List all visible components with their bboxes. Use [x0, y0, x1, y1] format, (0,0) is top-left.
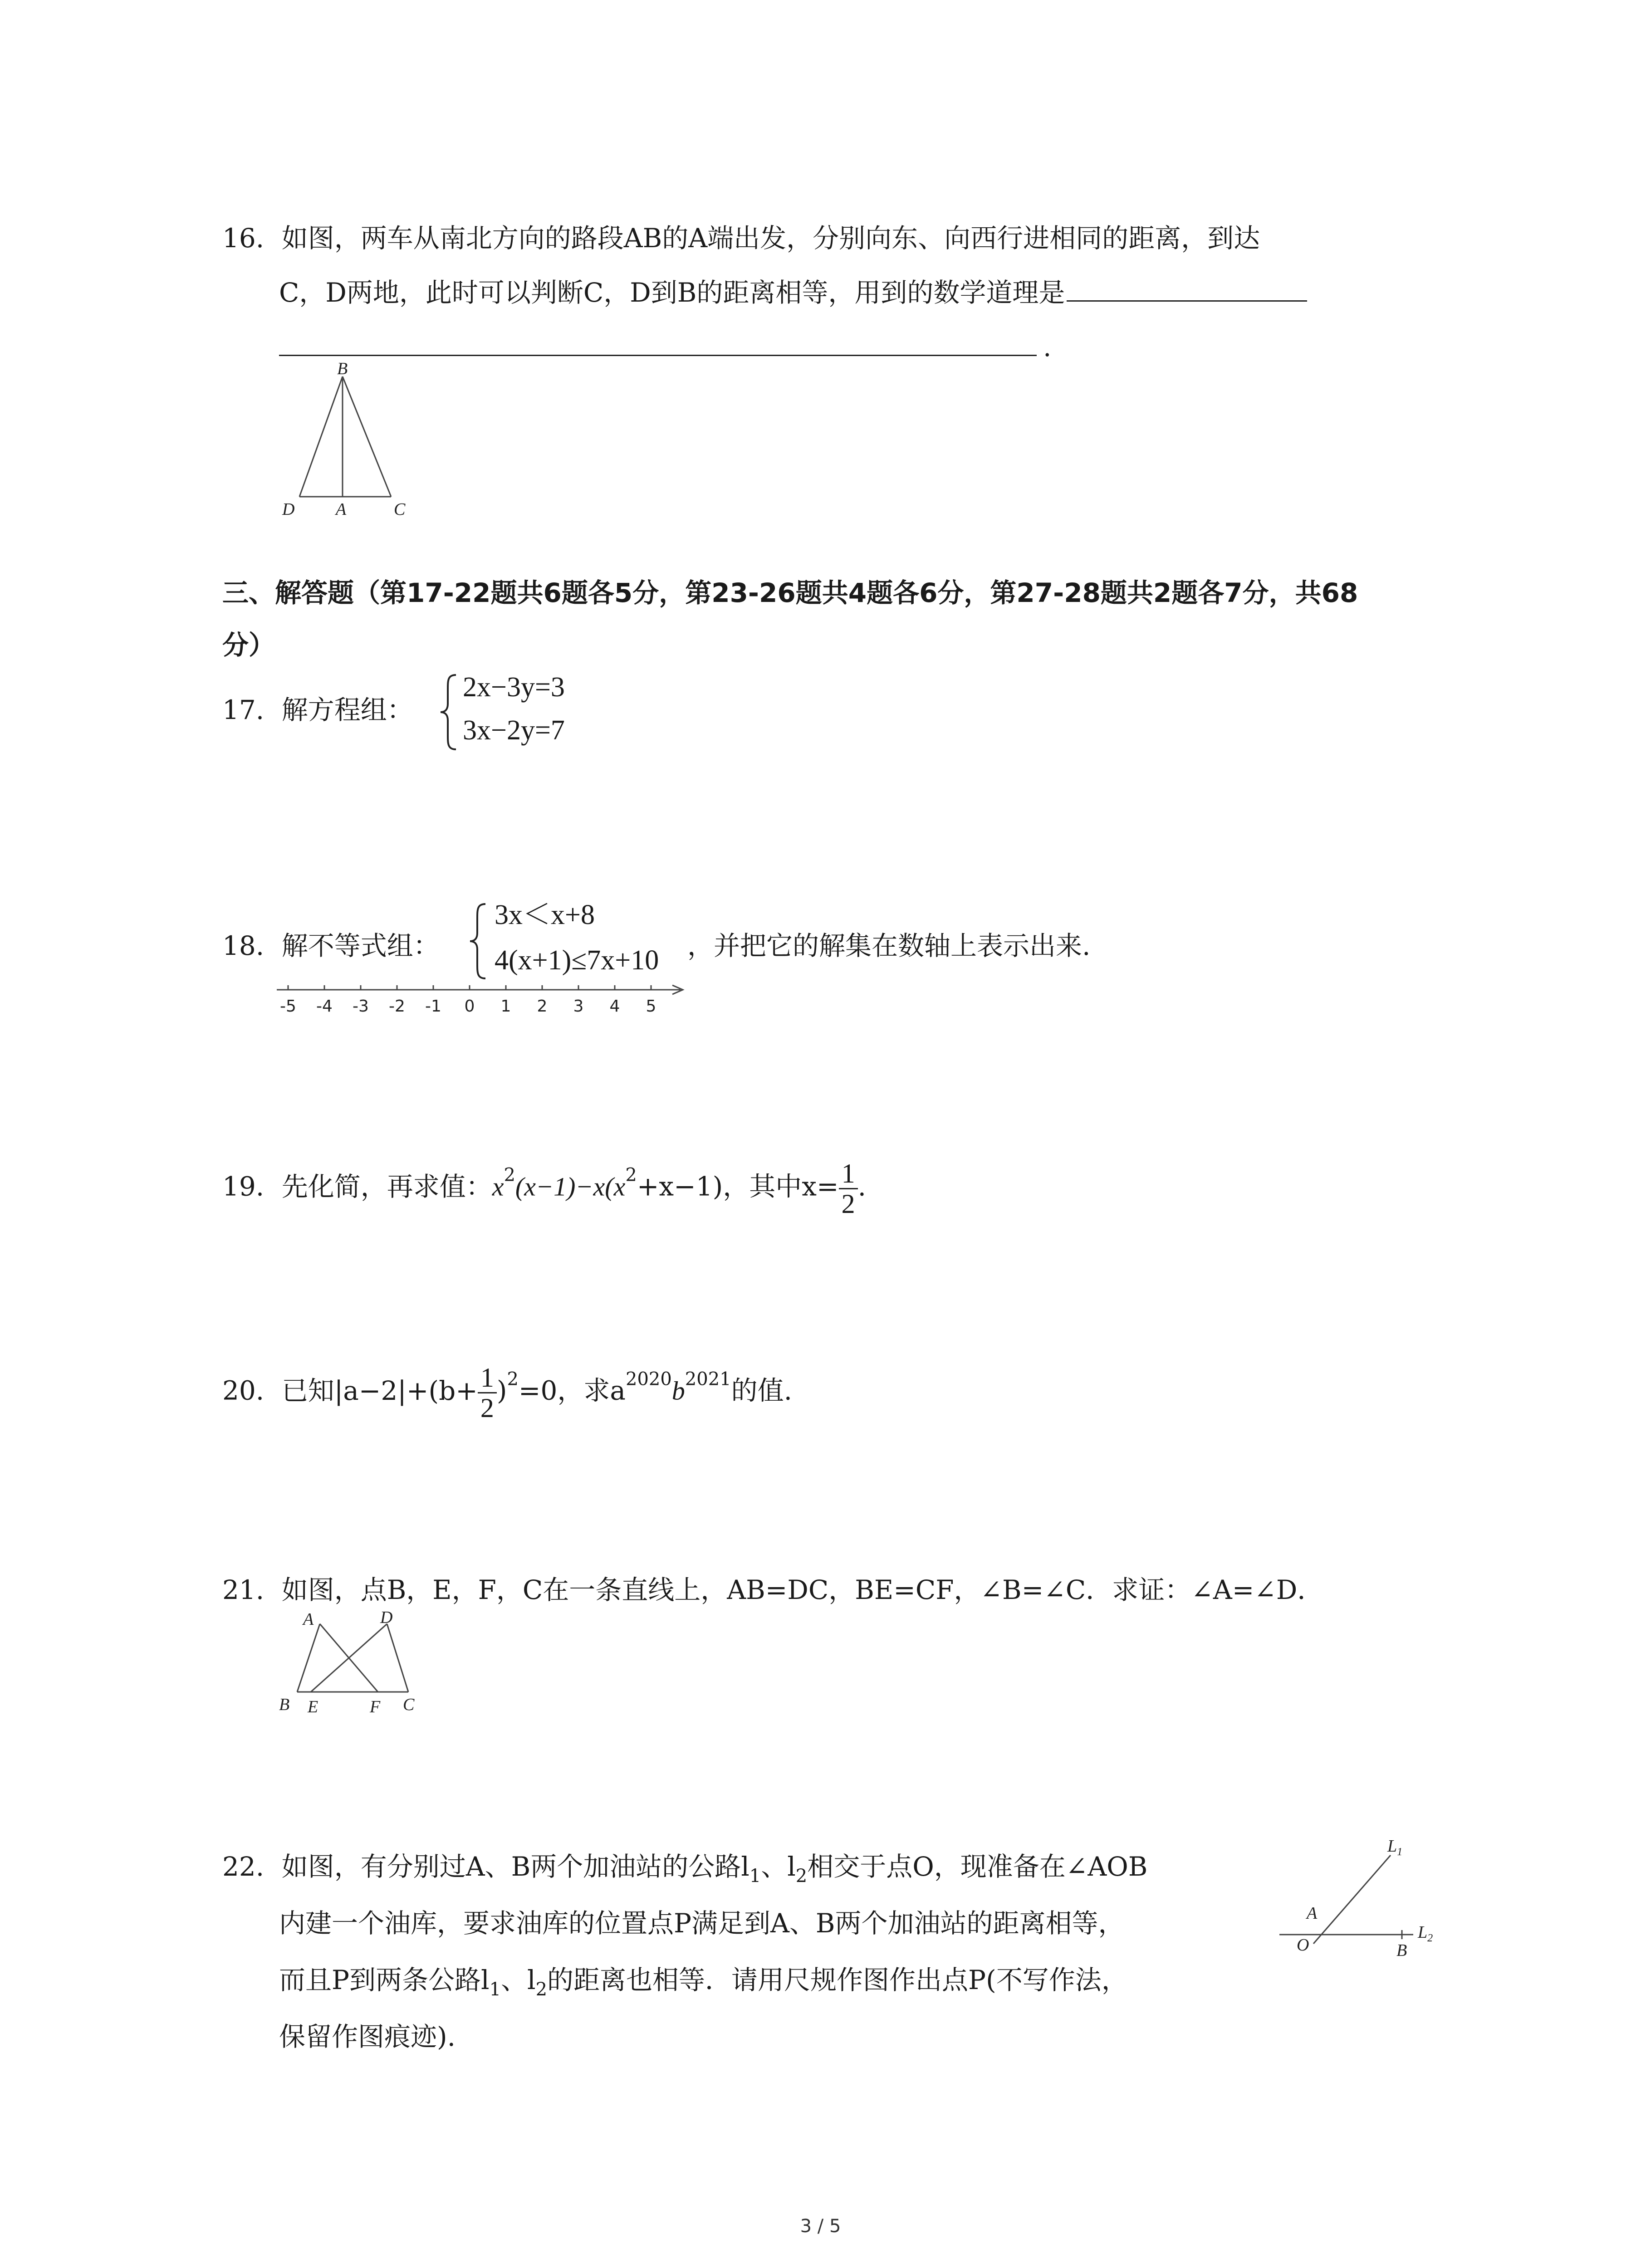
question-22-number: 22. [222, 1851, 265, 1882]
page-number: 3 / 5 [800, 2216, 841, 2237]
question-16-line1 [222, 211, 1260, 265]
question-22-line1-sub1: 1 [749, 1866, 761, 1887]
question-22-line3 [279, 1953, 1128, 2007]
answer-blank-16a[interactable] [1067, 272, 1307, 302]
question-18-number: 18. [222, 930, 265, 961]
question-22-line1-sub2: 2 [795, 1866, 808, 1887]
question-22-line2-text: 内建一个油库，要求油库的位置点P满足到A、B两个加油站的距离相等， [279, 1908, 1125, 1939]
figure-21-label-B: B [279, 1695, 290, 1714]
question-22-line3-sub1: 1 [489, 1979, 501, 2000]
question-19-sup-2: 2 [625, 1164, 637, 1186]
figure-16-label-C: C [394, 500, 406, 519]
question-18 [222, 919, 440, 973]
question-18-text: 解不等式组： [281, 930, 440, 961]
question-17-equation-1: 2x−3y=3 [463, 672, 565, 703]
question-17-text: 解方程组： [281, 694, 413, 725]
question-20-frac-numerator: 1 [478, 1363, 497, 1393]
question-16-number: 16. [222, 223, 265, 254]
number-line-label: -1 [425, 997, 441, 1016]
figure-16-label-D: D [282, 500, 295, 519]
figure-22-roads [1270, 1837, 1461, 1969]
number-line-label: 4 [609, 997, 620, 1016]
question-21-number: 21. [222, 1574, 265, 1605]
question-19-number: 19. [222, 1171, 265, 1202]
question-17-number: 17. [222, 694, 265, 725]
number-line-label: 3 [573, 997, 584, 1016]
question-16-text-line2: C，D两地，此时可以判断C，D到B的距离相等，用到的数学道理是 [279, 277, 1065, 308]
question-17-eq1 [463, 667, 565, 708]
figure-21-label-E: E [308, 1697, 318, 1716]
question-18-tail [687, 919, 1090, 973]
figure-22-label-B: B [1396, 1941, 1407, 1960]
question-19-fraction [839, 1159, 858, 1218]
number-line [272, 980, 690, 1021]
question-19-expr-b: (x−1)−x(x [515, 1172, 626, 1202]
figure-21-label-D: D [380, 1608, 393, 1627]
question-18-inequality-2: 4(x+1)≤7x+10 [495, 945, 659, 976]
question-17-eq2 [463, 710, 565, 751]
question-18-inequality-1: 3x＜x+8 [495, 899, 595, 930]
question-22-line3-a: 而且P到两条公路l [279, 1965, 490, 1995]
question-20-sup-b: 2021 [685, 1369, 731, 1390]
question-19-expr-c: +x−1)，其中x= [637, 1171, 839, 1202]
answer-blank-16b[interactable] [279, 327, 1037, 356]
question-20 [222, 1363, 792, 1422]
question-22-line1-a: 如图，有分别过A、B两个加油站的公路l [281, 1851, 749, 1882]
figure-21-label-C: C [403, 1695, 415, 1714]
question-16-line2 [279, 265, 1307, 320]
question-17 [222, 683, 413, 737]
figure-22-label-A: A [1307, 1904, 1318, 1923]
figure-16-label-B: B [337, 359, 348, 378]
question-17-brace [438, 671, 460, 753]
question-22-line3-b: 、l [501, 1965, 536, 1995]
question-20-text-d: b [671, 1376, 685, 1406]
question-19-text: 先化简，再求值： [281, 1171, 492, 1202]
question-18-ineq2 [495, 939, 659, 982]
question-20-fraction [478, 1363, 497, 1422]
question-18-brace [467, 900, 490, 982]
figure-21-triangles [272, 1606, 426, 1719]
number-line-label: 1 [500, 997, 511, 1016]
question-22-line1-b: 、l [761, 1851, 796, 1882]
number-line-label: -2 [389, 997, 405, 1016]
question-19 [222, 1159, 866, 1218]
number-line-label: -5 [280, 997, 296, 1016]
question-19-frac-numerator: 1 [839, 1159, 858, 1189]
question-22-line3-sub2: 2 [535, 1979, 548, 2000]
figure-22-label-L1: $L_1$ [1387, 1837, 1403, 1858]
question-22-line2 [279, 1896, 1125, 1950]
question-20-text-b: ) [496, 1375, 507, 1406]
section-heading-line1: 三、解答题（第17-22题共6题各5分，第23-26题共4题各6分，第27-28题共2题各7分，共68 [222, 577, 1358, 608]
question-19-expr-a: x [492, 1172, 504, 1202]
question-19-end: . [857, 1171, 866, 1202]
question-20-text-a: 已知|a−2|+(b+ [281, 1375, 478, 1406]
figure-21-label-F: F [370, 1697, 381, 1716]
figure-22-label-L2: $L_2$ [1418, 1923, 1433, 1944]
question-16-end: . [1043, 332, 1052, 362]
question-20-frac-denominator: 2 [480, 1393, 494, 1423]
question-18-tail-text: ，并把它的解集在数轴上表示出来. [687, 930, 1091, 961]
question-19-sup-1: 2 [504, 1164, 515, 1186]
question-22-line1 [222, 1839, 1147, 1894]
question-20-sup-a: 2020 [626, 1369, 672, 1390]
question-22-line1-c: 相交于点O，现准备在∠AOB [807, 1851, 1148, 1882]
figure-16-label-A: A [336, 500, 347, 519]
figure-16-triangle [272, 358, 422, 522]
question-20-number: 20. [222, 1375, 265, 1406]
question-20-sup-square: 2 [507, 1369, 519, 1390]
question-16-text-line1: 如图，两车从南北方向的路段AB的A端出发，分别向东、向西行进相同的距离，到达 [281, 223, 1260, 254]
number-line-label: -4 [316, 997, 333, 1016]
number-line-label: 2 [537, 997, 548, 1016]
question-20-text-c: =0，求a [518, 1375, 626, 1406]
figure-22-label-O: O [1297, 1936, 1309, 1955]
question-17-equation-2: 3x−2y=7 [463, 715, 565, 746]
question-21-text: 如图，点B，E，F，C在一条直线上，AB=DC，BE=CF，∠B=∠C．求证：∠A=∠D． [281, 1574, 1324, 1605]
question-18-ineq1 [495, 894, 595, 937]
question-22-line3-c: 的距离也相等．请用尺规作图作出点P(不写作法， [547, 1965, 1128, 1995]
question-19-frac-denominator: 2 [841, 1189, 855, 1219]
figure-21-label-A: A [303, 1610, 314, 1629]
number-line-label: 0 [464, 997, 475, 1016]
question-22-line4-text: 保留作图痕迹). [279, 2021, 456, 2052]
number-line-label: 5 [646, 997, 656, 1016]
section-heading [222, 567, 1447, 671]
number-line-label: -3 [353, 997, 369, 1016]
question-22-line4 [279, 2009, 456, 2064]
section-heading-line2: 分） [222, 630, 275, 660]
question-20-text-e: 的值. [731, 1375, 793, 1406]
